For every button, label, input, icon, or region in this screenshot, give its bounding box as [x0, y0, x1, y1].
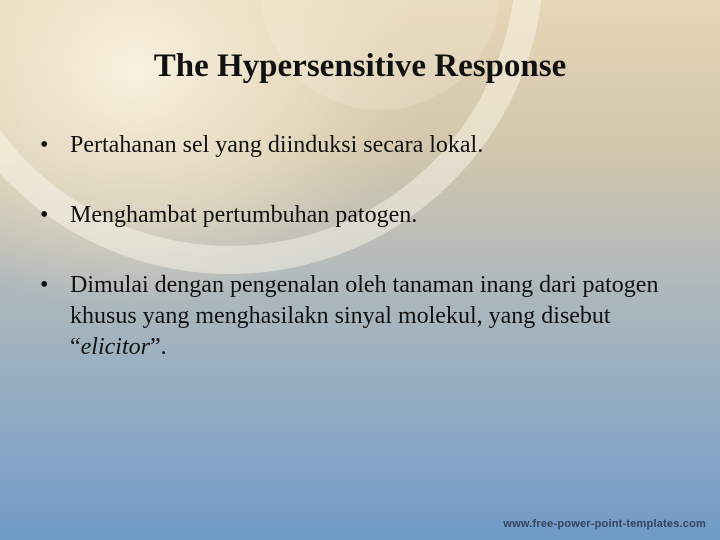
- bullet-dot: •: [40, 202, 49, 228]
- bullet-text: [70, 272, 658, 360]
- bullet-emphasis: elicitor: [80, 334, 150, 360]
- footer-watermark: www.free-power-point-templates.com: [503, 518, 706, 530]
- bullet-item: [40, 200, 680, 231]
- bullet-list: [40, 130, 680, 402]
- bullet-dot: •: [40, 272, 49, 298]
- bullet-text: Pertahanan sel yang diinduksi secara lokal.: [70, 132, 484, 158]
- bullet-item: [40, 130, 680, 161]
- bullet-item: [40, 270, 680, 363]
- open-quote: “: [70, 334, 81, 360]
- bullet-dot: •: [40, 132, 49, 158]
- slide-title: The Hypersensitive Response: [153, 48, 567, 84]
- bullet-text: Menghambat pertumbuhan patogen.: [70, 202, 418, 228]
- bullet-text-main: Dimulai dengan pengenalan oleh tanaman inang dari patogen khusus yang menghasilakn sinyal molekul, yang disebut: [70, 272, 659, 329]
- close-quote: ”.: [149, 334, 167, 360]
